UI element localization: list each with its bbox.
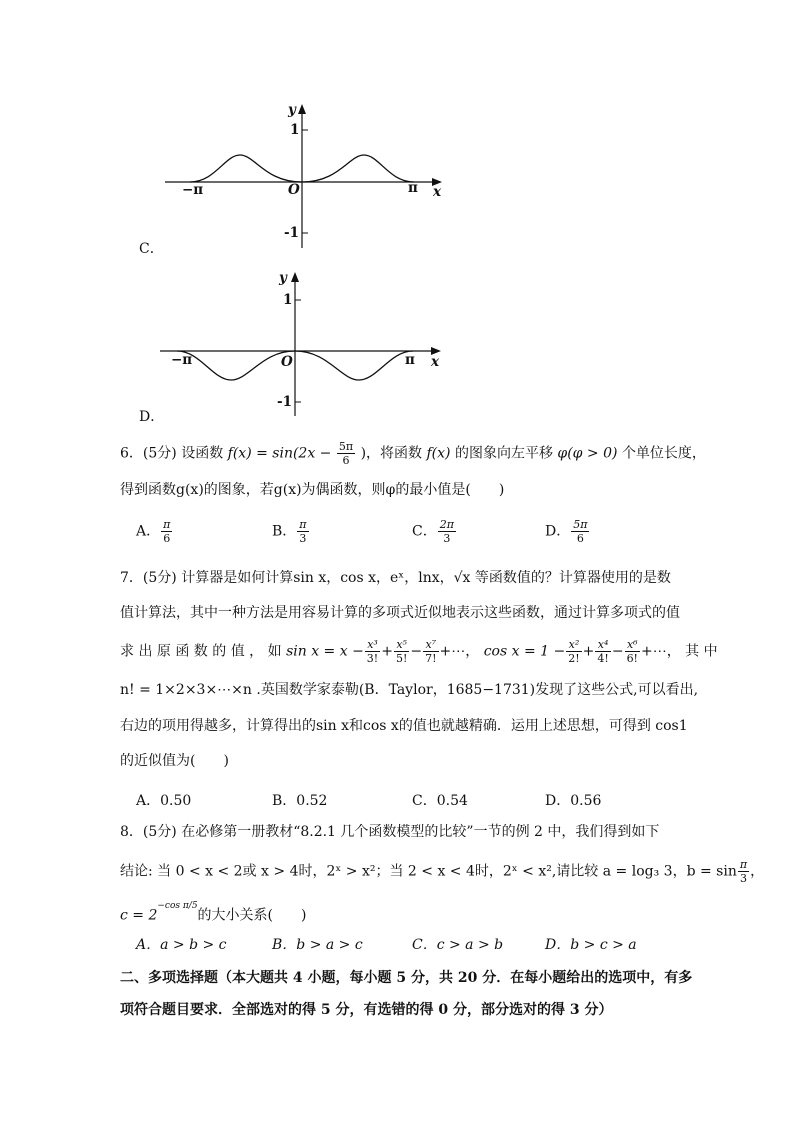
q8-option-c[interactable]: C．c > a > b (412, 937, 504, 953)
q7-cos-lead: cos x = 1 − (483, 643, 566, 660)
tick-label-1: 1 (290, 122, 300, 138)
option-frac (571, 518, 589, 545)
q6-frac-num: 5π (338, 440, 354, 453)
option-letter: D． (545, 523, 571, 540)
graph-option-d (155, 268, 445, 418)
q7-option-a[interactable]: A．0.50 (136, 793, 192, 809)
cos-term-1 (566, 638, 581, 665)
origin-label: O (281, 354, 293, 370)
graph-d-svg (155, 268, 445, 418)
x-axis-label: x (431, 354, 440, 370)
q6-frac (337, 440, 355, 467)
q8-c-exponent: −cos π/5 (157, 901, 198, 911)
option-letter: B． (272, 523, 297, 540)
q6-option-d[interactable] (545, 518, 590, 545)
q7-line3-a: 求 出 原 函 数 的 值 ， 如 (120, 643, 282, 660)
q7-option-c[interactable]: C．0.54 (412, 793, 468, 809)
tick-label-neg1: -1 (277, 394, 292, 410)
frac-den: 3 (299, 532, 307, 545)
q8-option-b[interactable]: B．b > a > c (272, 937, 363, 953)
q6-frac-den: 6 (342, 454, 350, 467)
q7-line3-d: 其 中 (685, 643, 718, 660)
frac-num: π (163, 518, 171, 531)
option-d-label: D． (139, 409, 165, 425)
q7-line4: n! = 1×2×3×⋯×n .英国数学家泰勒(B．Taylor，1685−1731)发现了这些公式,可以看出, (120, 682, 699, 698)
q8-line2-a: 结论: 当 0 < x < 2或 x > 4时，2ˣ > x²；当 2 < x < 4时，2ˣ < x²,请比较 a = log₃ 3，b = sin (120, 863, 737, 880)
frac-num: x³ (365, 638, 380, 652)
q6-option-b[interactable] (272, 518, 310, 545)
option-letter: A． (136, 523, 161, 540)
y-axis-arrow (291, 272, 299, 282)
y-axis-label: y (279, 270, 287, 286)
q7-line5: 右边的项用得越多，计算得出的sin x和cos x的值也就越精确．运用上述思想，可得到 cos1 (120, 718, 688, 734)
frac-num: π (739, 858, 748, 871)
frac-den: 2! (568, 652, 580, 665)
q7-option-b[interactable]: B．0.52 (272, 793, 328, 809)
q6-text-b: )，将函数 (360, 445, 423, 462)
pi-label: π (408, 180, 418, 196)
graph-c-svg (160, 100, 450, 250)
frac-den: 3 (443, 532, 451, 545)
frac-num: 5π (573, 518, 588, 531)
q8-option-a[interactable]: A．a > b > c (136, 937, 227, 953)
q7-line1: 7．(5分) 计算器是如何计算sin x，cos x，eˣ，lnx，√x 等函数值的？计算器使用的是数 (120, 570, 671, 586)
frac-den: 4! (597, 652, 609, 665)
x-axis-label: x (433, 184, 442, 200)
q6-text-d: 的图象向左平移 (454, 445, 553, 462)
q7-line6: 的近似值为( ) (120, 753, 229, 769)
sin-term-1 (365, 638, 380, 665)
graph-option-c (160, 100, 450, 250)
q6-option-a[interactable] (136, 518, 173, 545)
frac-num: x⁷ (423, 638, 438, 652)
frac-den: 5! (395, 652, 408, 665)
pi-label: π (405, 352, 415, 368)
q6-text-f: 个单位长度， (621, 445, 706, 462)
option-c-label: C． (139, 241, 164, 257)
frac-den: 3! (366, 652, 379, 665)
neg-pi-label: −π (171, 352, 193, 368)
neg-pi-label: −π (182, 182, 204, 198)
frac-den: 3 (739, 872, 747, 885)
q8-line3 (120, 902, 306, 926)
q7-sin-lead: sin x = x − (286, 643, 364, 660)
option-letter: C． (412, 523, 437, 540)
q6-text-e: φ(φ > 0) (557, 445, 618, 462)
option-frac (161, 518, 172, 545)
option-frac (438, 518, 456, 545)
q7-line2: 值计算法，其中一种方法是用容易计算的多项式近似地表示这些函数，通过计算多项式的值 (120, 605, 680, 621)
frac-den: 6! (626, 652, 638, 665)
q8-line2 (120, 858, 764, 885)
frac-num: 2π (439, 518, 454, 531)
q8-line3-b: 的大小关系( ) (197, 907, 307, 924)
frac-den: 6 (163, 532, 171, 545)
cos-term-3 (625, 638, 640, 665)
q6-line1 (120, 440, 706, 467)
q6-option-c[interactable] (412, 518, 457, 545)
sin-term-3 (423, 638, 438, 665)
q8-frac (738, 858, 749, 885)
tick-label-neg1: -1 (284, 225, 299, 241)
origin-label: O (288, 182, 300, 198)
sin-term-2 (394, 638, 409, 665)
frac-den: 7! (425, 652, 437, 665)
frac-num: x⁶ (625, 638, 640, 652)
q6-func: f(x) = sin(2x − (227, 445, 332, 462)
q6-text-c: f(x) (426, 445, 451, 462)
frac-num: x⁵ (394, 638, 409, 652)
q8-line1: 8．(5分) 在必修第一册教材“8.2.1 几个函数模型的比较”一节的例 2 中，我们得到如下 (120, 824, 660, 840)
frac-num: x² (566, 638, 581, 652)
q6-text-a: 6．(5分) 设函数 (120, 445, 224, 462)
section2-line1: 二、多项选择题（本大题共 4 小题，每小题 5 分，共 20 分．在每小题给出的选项中，有多 (120, 970, 693, 986)
frac-num: x⁴ (595, 638, 610, 652)
y-axis-label: y (288, 102, 296, 118)
cos-term-2 (595, 638, 610, 665)
frac-num: π (299, 518, 307, 531)
q8-line2-end: ， (750, 863, 765, 880)
q8-c-base: c = 2 (120, 907, 158, 924)
q7-option-d[interactable]: D．0.56 (545, 793, 602, 809)
section2-line2: 项符合题目要求．全部选对的得 5 分，有选错的得 0 分，部分选对的得 3 分） (120, 1002, 613, 1018)
frac-den: 6 (576, 532, 584, 545)
tick-label-1: 1 (283, 292, 293, 308)
q8-option-d[interactable]: D．b > c > a (545, 937, 637, 953)
q6-line2: 得到函数g(x)的图象，若g(x)为偶函数，则φ的最小值是( ) (120, 482, 505, 498)
y-axis-arrow (298, 104, 306, 114)
option-frac (297, 518, 308, 545)
q7-line3: 求 出 原 函 数 的 值 ， 如 sin x = x − $\frac{\text{x³}}{3!}$ + $\frac{\text{x⁵}}{5!}$ − $\frac{\text{x⁷}}{7!}$ +⋯， cos x = 1 − $\frac{\text{x²}}{2!}$ + $\frac{\text{x⁴}}{4!}$ − $\frac{\text{x⁶}}{6!}$ +⋯， 其 中 (120, 638, 718, 665)
